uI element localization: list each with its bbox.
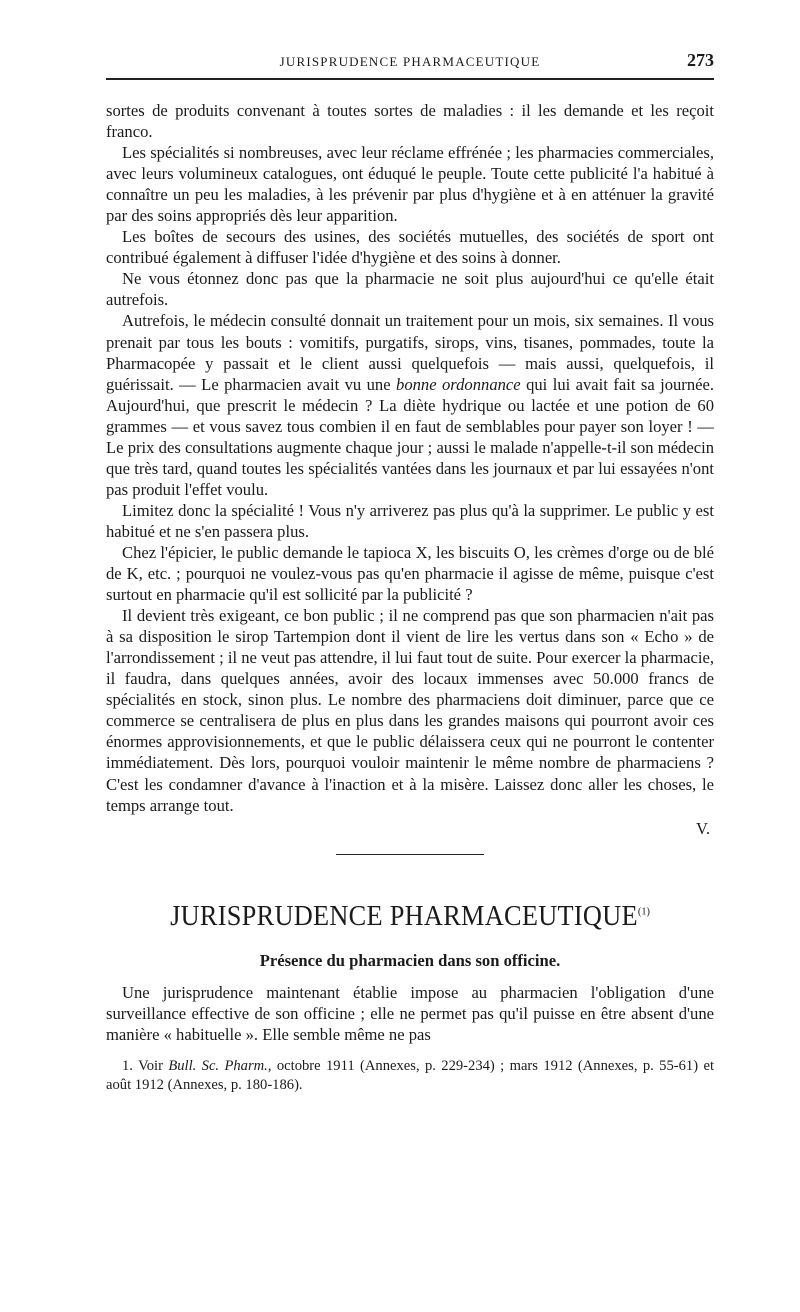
section-title bbox=[124, 901, 696, 933]
footnote-details: , octobre 1911 (Annexes, p. 229-234) ; mars 1912 (Annexes, p. 55-61) et août 1912 (Annexes, p. 180-186). bbox=[106, 1057, 714, 1093]
paragraph-4: Ne vous étonnez donc pas que la pharmacie ne soit plus aujourd'hui ce qu'elle était autrefois. bbox=[106, 269, 714, 310]
author-signature: V. bbox=[696, 818, 710, 838]
page-number: 273 bbox=[687, 50, 714, 70]
footnote-lead: Voir bbox=[132, 1057, 169, 1074]
paragraph-6: Limitez donc la spécialité ! Vous n'y arriverez pas plus qu'à la supprimer. Le public y est habitué et ne s'en passera plus. bbox=[106, 500, 714, 541]
paragraph-8: Il devient très exigeant, ce bon public ; il ne comprend pas que son pharmacien n'ait pas à sa disposition le sirop Tartempion dont il vient de lire les vertus dans son « Echo » de l'arrondissement ; il ne veut pas attendre, il lui faut tout de suite. Pour exercer la pharmacie, il faudra, dans quelques années, avoir des locaux immenses avec 50.000 francs de spécialités en stock, sinon plus. Le nombre des pharmaciens doit diminuer, parce que ce commerce se centralisera de plus en plus dans les grandes maisons qui pourront avoir ces énormes approvisionnements, et que le public délaissera ceux qui ne pourront le contenter immédiatement. Dès lors, pourquoi vouloir maintenir le même nombre de pharmaciens ? C'est les condamner d'avance à l'inaction et à la misère. Laissez donc aller les choses, le temps arrange tout. bbox=[106, 606, 714, 815]
header-rule bbox=[106, 78, 714, 80]
footnote-marker: (1) bbox=[637, 905, 650, 918]
emphasis-bonne-ordonnance: bonne ordonnance bbox=[396, 374, 521, 394]
footnote bbox=[106, 1057, 714, 1095]
paragraph-2: Les spécialités si nombreuses, avec leur réclame effrénée ; les pharmacies commerciales, avec leurs volumineux catalogues, ont éduqué le peuple. Toute cette publicité l'a habitué à connaître un peu les maladies, à les prévenir par plus d'hygiène et à en atténuer la gravité par des soins appropriés dès leur apparition. bbox=[106, 143, 714, 226]
book-page bbox=[106, 46, 714, 1095]
paragraph-5 bbox=[106, 310, 714, 499]
section-divider bbox=[336, 854, 484, 855]
section-paragraph: Une jurisprudence maintenant établie impose au pharmacien l'obligation d'une surveillance effective de son officine ; elle ne permet pas qu'il puisse en être absent d'une manière « habituelle ». Elle semble même ne pas bbox=[106, 982, 714, 1044]
article-body bbox=[106, 100, 714, 816]
footnote-journal: Bull. Sc. Pharm. bbox=[168, 1057, 268, 1074]
section-subtitle: Présence du pharmacien dans son officine. bbox=[259, 950, 561, 970]
footnote-text bbox=[106, 1057, 714, 1095]
paragraph-7: Chez l'épicier, le public demande le tapioca X, les biscuits O, les crèmes d'orge ou de blé de K, etc. ; pourquoi ne voulez-vous pas qu'en pharmacie il agisse de même, puisque c'est surtout en pharmacie qu'il est sollicité par la publicité ? bbox=[106, 542, 714, 605]
section-title-text: JURISPRUDENCE PHARMACEUTIQUE bbox=[170, 900, 638, 932]
running-title: JURISPRUDENCE PHARMACEUTIQUE bbox=[279, 54, 541, 69]
section-body bbox=[106, 982, 714, 1045]
footnote-number: 1. bbox=[122, 1057, 133, 1074]
paragraph-5-start: Autrefois, le médecin consulté donnait un traitement pour un mois, six semaines. Il vous prenait par tous les bouts : vomitifs, purgatifs, sirops, vins, tisanes, pommades, toute la Pharmacopée y passait et le client aussi quelquefois — mais aussi, quelquefois, il guérissait. — Le pharmacien avait vu une bbox=[106, 311, 714, 394]
running-head bbox=[106, 46, 714, 76]
paragraph-1: sortes de produits convenant à toutes sortes de maladies : il les demande et les reçoit franco. bbox=[106, 101, 714, 142]
paragraph-5-end: qui lui avait fait sa journée. Aujourd'hui, que prescrit le médecin ? La diète hydrique ou lactée et une potion de 60 grammes — et vous savez tous combien il en faut de semblables pour payer son loyer ! — Le prix des consultations augmente chaque jour ; aussi le malade n'appelle-t-il son médecin que très tard, quand toutes les spécialités vantées dans les journaux et par lui essayées n'ont pas produit l'effet voulu. bbox=[106, 374, 715, 499]
paragraph-3: Les boîtes de secours des usines, des sociétés mutuelles, des sociétés de sport ont contribué également à diffuser l'idée d'hygiène et des soins à donner. bbox=[106, 227, 714, 268]
